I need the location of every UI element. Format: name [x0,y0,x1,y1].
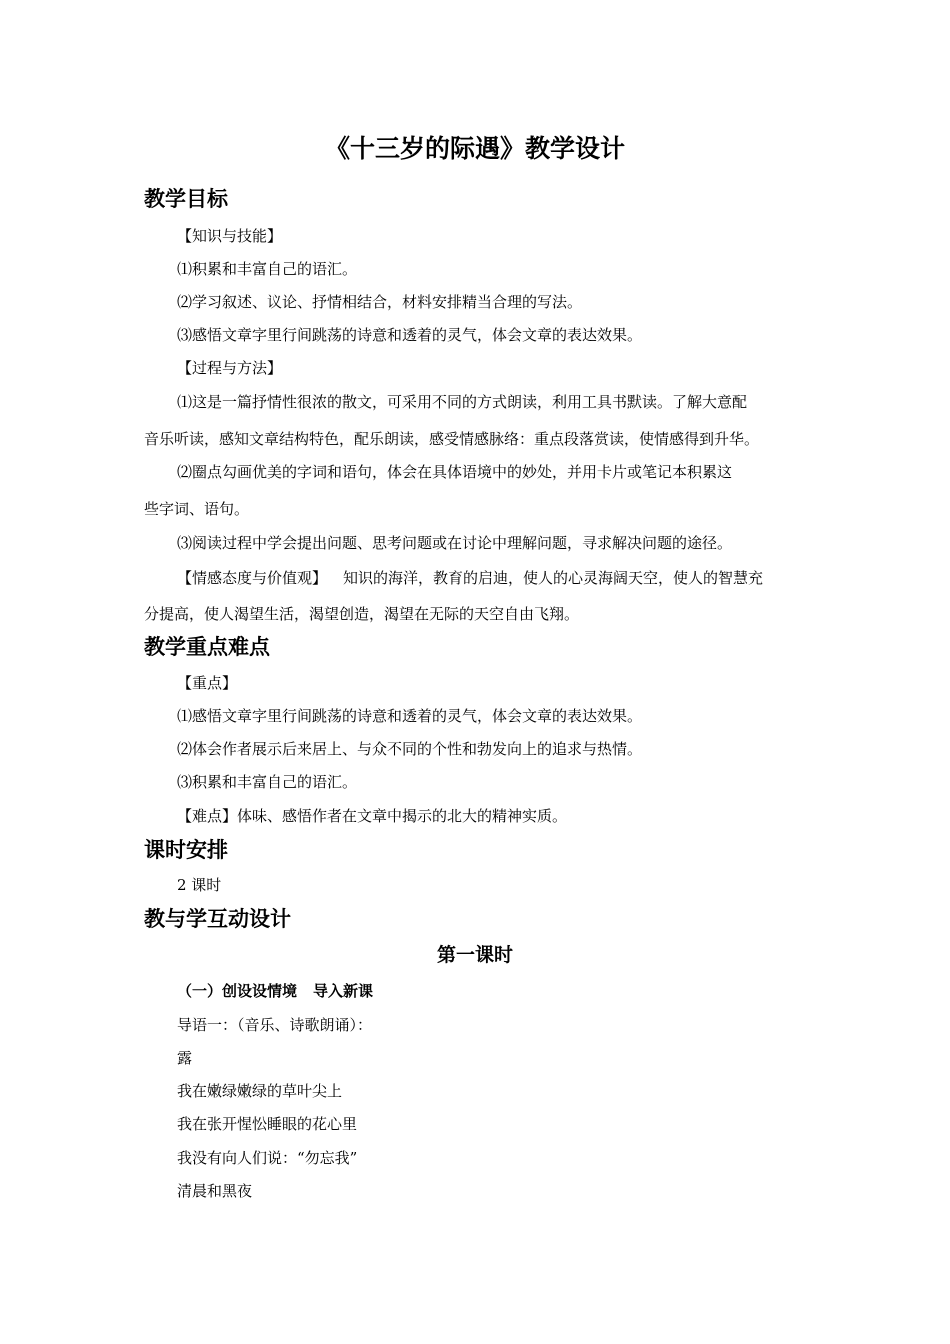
knowledge-item-1: ⑴积累和丰富自己的语汇。 [177,260,358,278]
label-difficulty: 【难点】 [177,807,238,825]
heading-design: 教与学互动设计 [144,907,291,931]
label-knowledge: 【知识与技能】 [177,227,283,245]
process-item-1-line-2: 音乐听读，感知文章结构特色，配乐朗读，感受情感脉络：重点段落赏读，使情感得到升华。 [144,430,760,448]
poem-line-2: 露 [177,1049,193,1067]
emotion-line-2: 分提高，使人渴望生活，渴望创造，渴望在无际的天空自由飞翔。 [144,605,580,623]
step-title-part-1: （一）创设设情境 [177,982,298,1000]
document-title: 《十三岁的际遇》教学设计 [324,134,625,163]
label-emotion: 【情感态度与价值观】 [177,569,328,587]
schedule-value: 2 课时 [177,876,222,894]
knowledge-item-2: ⑵学习叙述、议论、抒情相结合，材料安排精当合理的写法。 [177,293,583,311]
label-process: 【过程与方法】 [177,359,283,377]
poem-line-4: 我在张开惺忪睡眼的花心里 [177,1115,358,1133]
emotion-line-1 [177,567,763,589]
process-item-2-line-2: 些字词、语句。 [144,500,250,518]
poem-line-5: 我没有向人们说：“勿忘我” [177,1149,358,1167]
poem-line-3: 我在嫩绿嫩绿的草叶尖上 [177,1082,343,1100]
process-item-2-line-1: ⑵圈点勾画优美的字词和语句，体会在具体语境中的妙处，并用卡片或笔记本积累这 [177,463,733,481]
heading-schedule: 课时安排 [144,838,228,862]
key-item-3: ⑶积累和丰富自己的语汇。 [177,773,358,791]
lesson-title: 第一课时 [436,944,513,966]
key-item-1: ⑴感悟文章字里行间跳荡的诗意和透着的灵气，体会文章的表达效果。 [177,707,643,725]
heading-objectives: 教学目标 [144,187,228,211]
step-title [177,980,373,1002]
emotion-text-1: 知识的海洋，教育的启迪，使人的心灵海阔天空，使人的智慧充 [343,569,764,587]
heading-key-points: 教学重点难点 [144,635,270,659]
poem-line-1: 导语一：（音乐、诗歌朗诵）： [177,1016,373,1034]
key-item-2: ⑵体会作者展示后来居上、与众不同的个性和勃发向上的追求与热情。 [177,740,643,758]
difficulty-text: 体味、感悟作者在文章中揭示的北大的精神实质。 [237,807,568,825]
label-key: 【重点】 [177,674,238,692]
process-item-1-line-1: ⑴这是一篇抒情性很浓的散文，可采用不同的方式朗读，利用工具书默读。了解大意配 [177,393,748,411]
difficulty-line [177,805,567,827]
poem-line-6: 清晨和黑夜 [177,1182,253,1200]
step-title-part-2: 导入新课 [313,982,374,1000]
process-item-3: ⑶阅读过程中学会提出问题、思考问题或在讨论中理解问题，寻求解决问题的途径。 [177,534,733,552]
knowledge-item-3: ⑶感悟文章字里行间跳荡的诗意和透着的灵气，体会文章的表达效果。 [177,326,643,344]
